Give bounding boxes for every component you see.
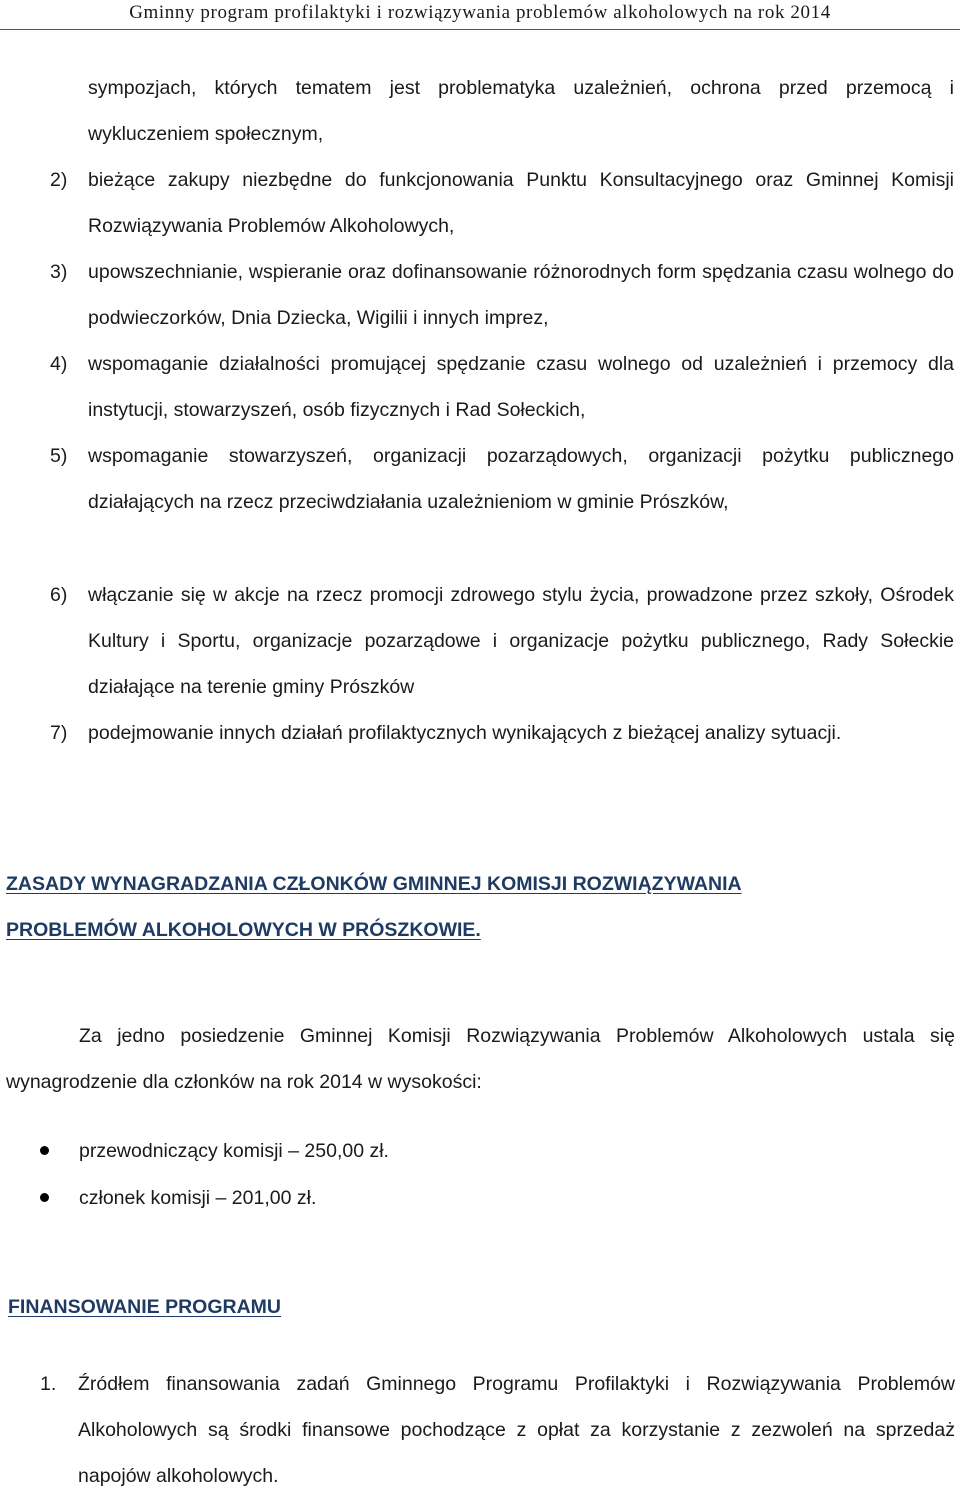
remuneration-intro-text: Za jedno posiedzenie Gminnej Komisji Rozwiązywania Problemów Alkoholowych ustala się wynagrodzenie dla członków na rok 2014 w wysokości: xyxy=(6,1025,955,1093)
task-item-6 xyxy=(50,572,954,710)
remuneration-heading-line-2 xyxy=(6,907,956,953)
task-number: 6) xyxy=(50,584,68,606)
remuneration-item-text: przewodniczący komisji – 250,00 zł. xyxy=(79,1140,389,1162)
task-item-3 xyxy=(50,249,954,341)
task-number: 7) xyxy=(50,722,68,744)
remuneration-intro xyxy=(6,1013,955,1105)
task-number: 3) xyxy=(50,261,68,283)
task-text: bieżące zakupy niezbędne do funkcjonowania Punktu Konsultacyjnego oraz Gminnej Komisji Rozwiązywania Problemów Alkoholowych, xyxy=(88,169,954,237)
task-item-5 xyxy=(50,433,954,525)
page-header-title: Gminny program profilaktyki i rozwiązywania problemów alkoholowych na rok 2014 xyxy=(129,2,831,23)
continuation-text: sympozjach, których tematem jest problematyka uzależnień, ochrona przed przemocą i wykluczeniem społecznym, xyxy=(88,77,954,145)
task-item-4 xyxy=(50,341,954,433)
financing-item-1 xyxy=(40,1361,955,1499)
task-text: wspomaganie stowarzyszeń, organizacji pozarządowych, organizacji pożytku publicznego działających na rzecz przeciwdziałania uzależnieniom w gminie Prószków, xyxy=(88,445,954,513)
task-number: 2) xyxy=(50,169,68,191)
bullet-icon xyxy=(40,1146,49,1155)
remuneration-heading-text: PROBLEMÓW ALKOHOLOWYCH W PRÓSZKOWIE. xyxy=(6,919,481,941)
task-text: włączanie się w akcje na rzecz promocji zdrowego stylu życia, prowadzone przez szkoły, Ośrodek Kultury i Sportu, organizacje pozarządowe i organizacje pożytku publicznego, Rady Sołeckie działające na terenie gminy Prószków xyxy=(88,584,954,698)
remuneration-heading-line-1 xyxy=(6,861,956,907)
bullet-icon xyxy=(40,1193,49,1202)
page-header xyxy=(0,0,960,30)
financing-heading xyxy=(8,1284,281,1330)
task-number: 4) xyxy=(50,353,68,375)
task-item-2 xyxy=(50,157,954,249)
task-text: upowszechnianie, wspieranie oraz dofinansowanie różnorodnych form spędzania czasu wolnego do podwieczorków, Dnia Dziecka, Wigilii i innych imprez, xyxy=(88,261,954,329)
header-divider xyxy=(0,29,960,30)
financing-item-text: Źródłem finansowania zadań Gminnego Programu Profilaktyki i Rozwiązywania Problemów Alkoholowych są środki finansowe pochodzące z opłat za korzystanie z zezwoleń na sprzedaż napojów alkoholowych. xyxy=(78,1373,955,1487)
remuneration-heading-text: ZASADY WYNAGRADZANIA CZŁONKÓW GMINNEJ KOMISJI ROZWIĄZYWANIA xyxy=(6,873,742,895)
remuneration-item-member xyxy=(40,1175,316,1221)
task-item-7 xyxy=(50,710,954,756)
task-text: podejmowanie innych działań profilaktycznych wynikających z bieżącej analizy sytuacji. xyxy=(88,722,842,744)
remuneration-item-text: członek komisji – 201,00 zł. xyxy=(79,1187,317,1209)
task-text: wspomaganie działalności promującej spędzanie czasu wolnego od uzależnień i przemocy dla instytucji, stowarzyszeń, osób fizycznych i Rad Sołeckich, xyxy=(88,353,954,421)
continuation-paragraph xyxy=(88,65,954,157)
remuneration-item-chair xyxy=(40,1128,389,1174)
financing-heading-text: FINANSOWANIE PROGRAMU xyxy=(8,1296,281,1318)
task-number: 5) xyxy=(50,445,68,467)
financing-item-number: 1. xyxy=(40,1373,57,1395)
